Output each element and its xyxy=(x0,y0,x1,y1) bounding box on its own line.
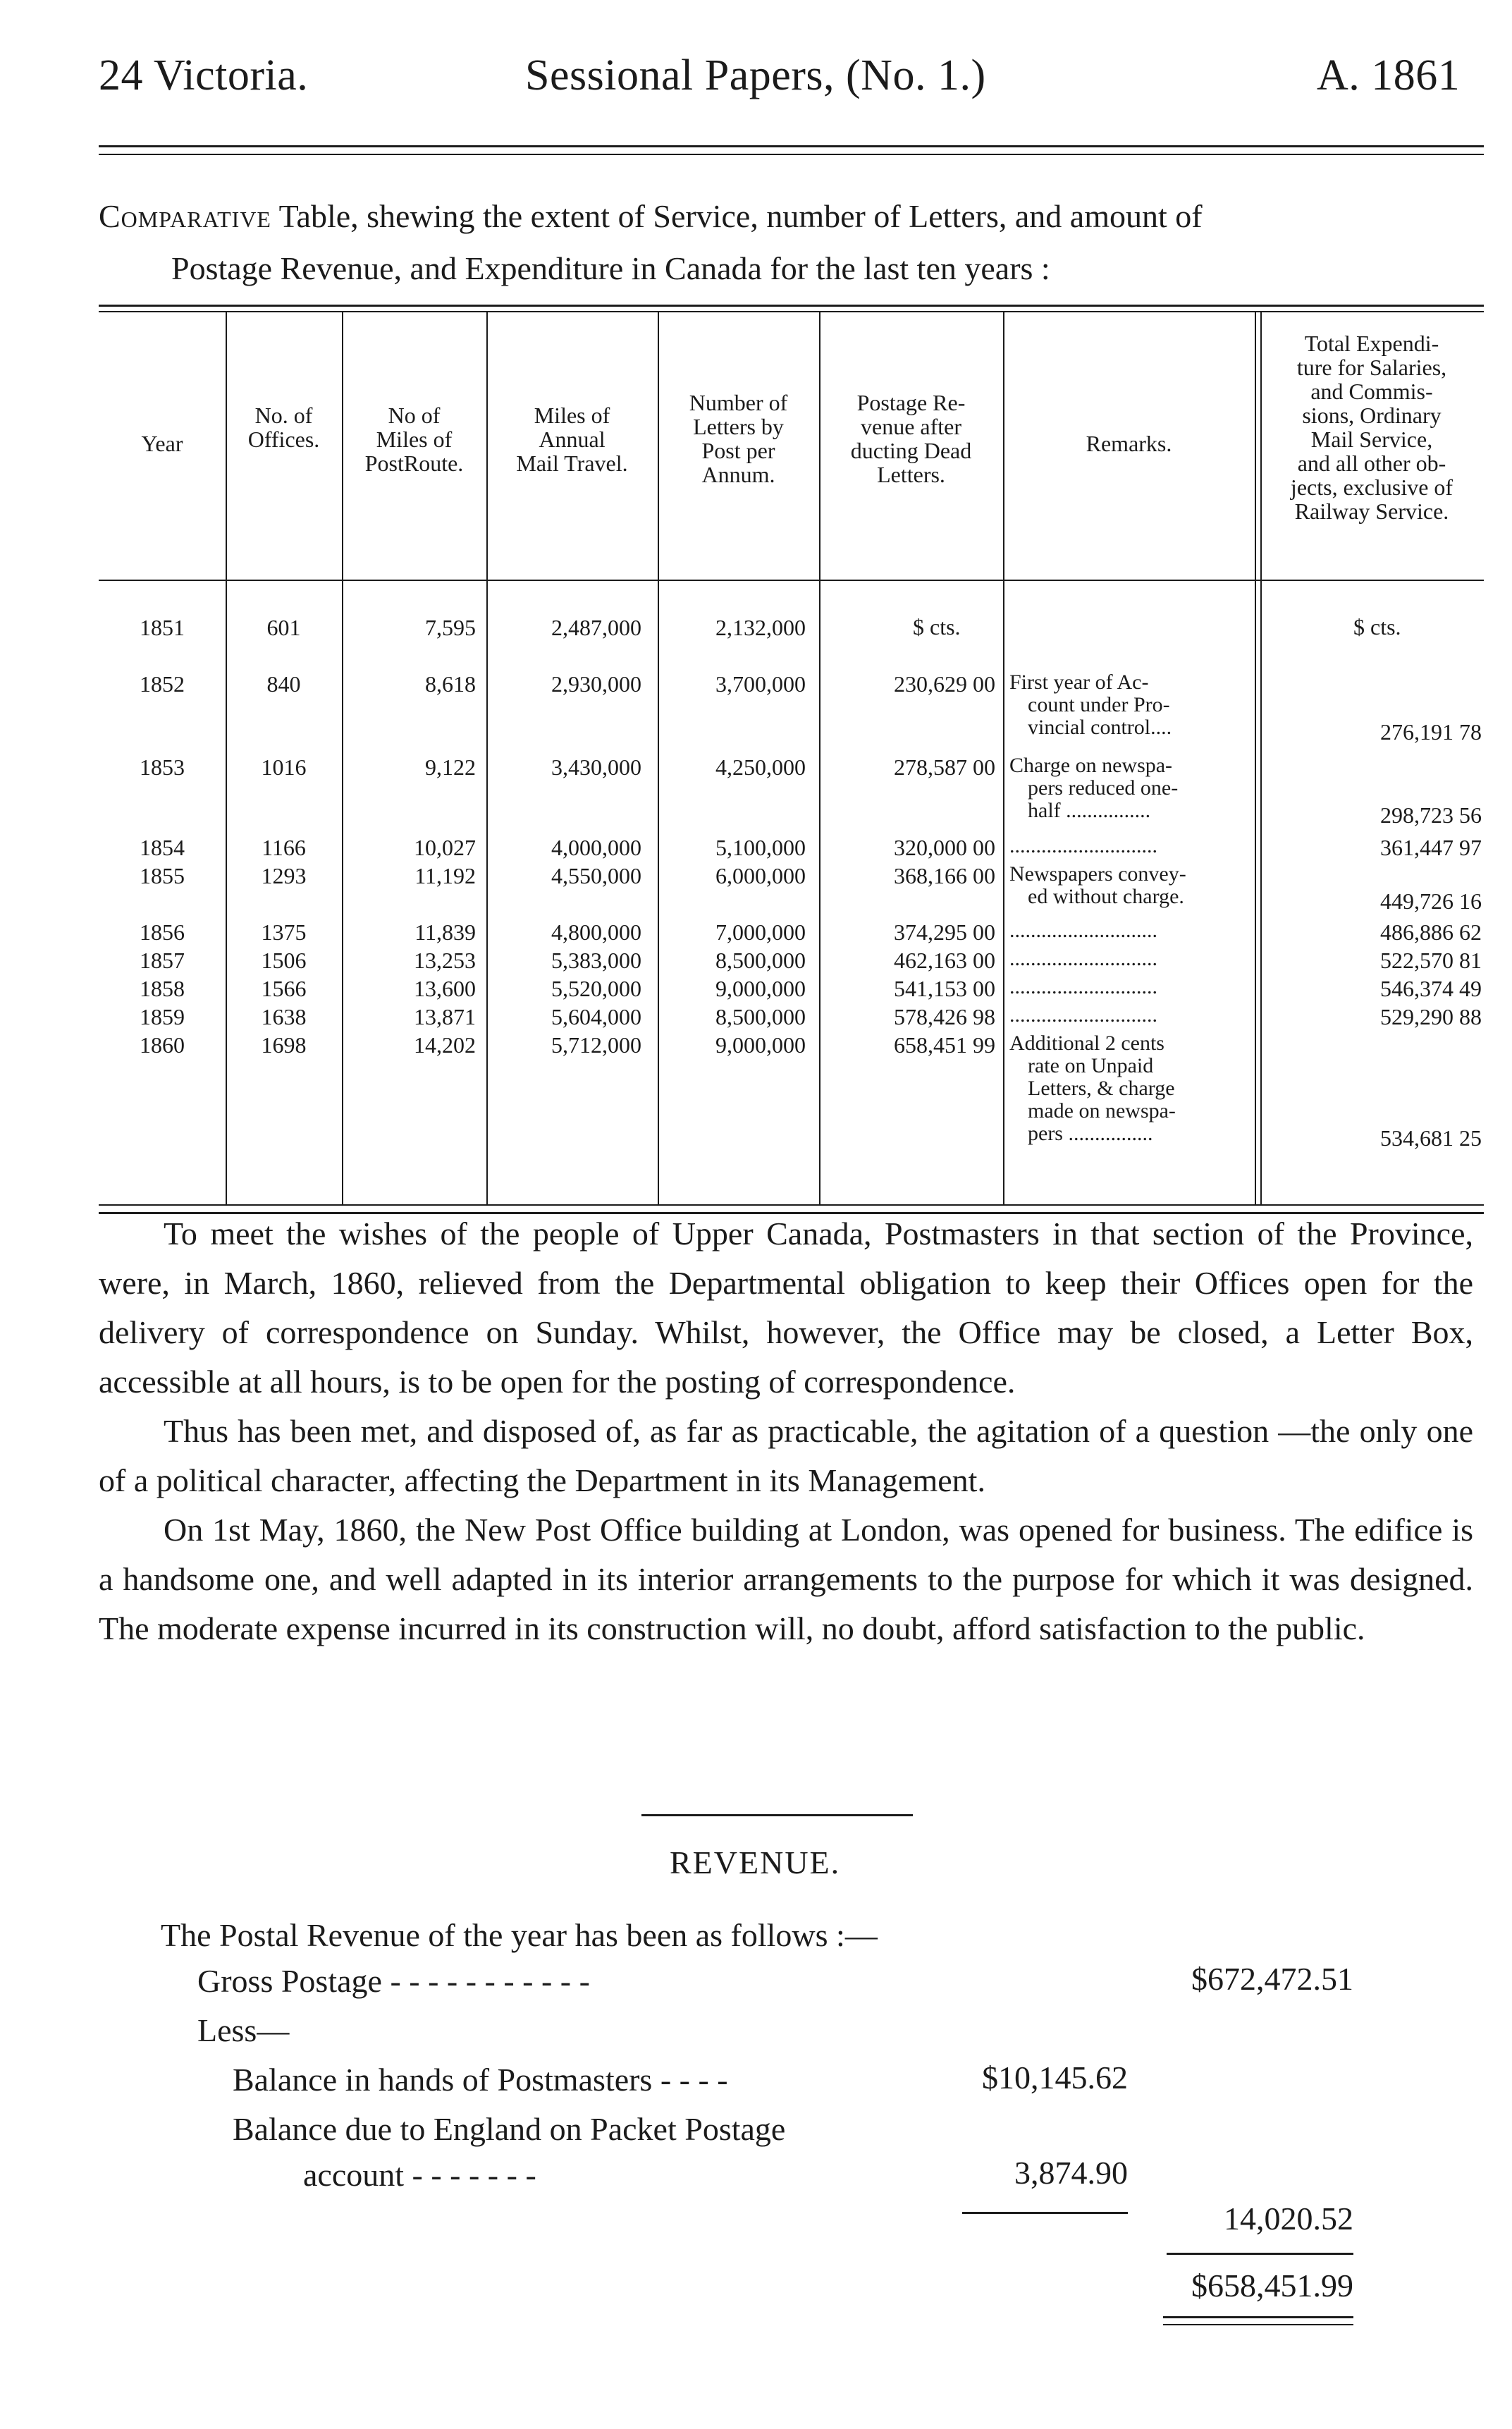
cell-miles-route: 13,871 xyxy=(414,1004,476,1029)
net-revenue-total: $658,451.99 xyxy=(1191,2268,1353,2303)
cell-miles-route: 10,027 xyxy=(414,835,476,860)
cell-letters: 2,132,000 xyxy=(715,615,806,640)
cell-miles-route: 11,192 xyxy=(414,863,476,888)
cell-expenditure: 449,726 16 xyxy=(1380,888,1482,914)
unit-revenue: $ cts. xyxy=(913,614,961,640)
gross-postage-amount: $672,472.51 xyxy=(1191,1961,1353,1997)
header-title: Sessional Papers, (No. 1.) xyxy=(525,51,986,99)
cell-remarks xyxy=(1009,976,1253,998)
col-header-year: Year xyxy=(141,431,183,456)
double-rule-bottom xyxy=(1163,2324,1353,2325)
caption-line-1: Table, shewing the extent of Service, number of Letters, and amount of xyxy=(278,198,1203,234)
col-header-letters: Number of Letters by Post per Annum. xyxy=(689,390,788,487)
col-header-remarks: Remarks. xyxy=(1086,431,1172,456)
remarks-line: ed without charge. xyxy=(1028,885,1184,908)
double-rule-top xyxy=(1163,2316,1353,2318)
cell-expenditure: 361,447 97 xyxy=(1380,835,1482,860)
cell-remarks xyxy=(1009,1032,1253,1145)
cell-offices: 601 xyxy=(266,615,301,640)
cell-year: 1858 xyxy=(140,976,185,1001)
cell-letters: 8,500,000 xyxy=(715,1004,806,1029)
paragraph-political-question: Thus has been met, and disposed of, as far as practicable, the agitation of a question —the only one of a political character, affecting the Department in its Management. xyxy=(99,1413,1473,1498)
revenue-intro: The Postal Revenue of the year has been as follows :— xyxy=(161,1917,878,1953)
cell-year: 1854 xyxy=(140,835,185,860)
cell-miles-travel: 5,383,000 xyxy=(551,948,641,973)
cell-remarks xyxy=(1009,835,1253,857)
cell-revenue: 230,629 00 xyxy=(894,671,995,697)
unit-expenditure: $ cts. xyxy=(1353,614,1401,640)
cell-letters: 6,000,000 xyxy=(715,863,806,888)
cell-remarks xyxy=(1009,671,1253,739)
remarks-line: pers ................ xyxy=(1028,1122,1153,1145)
cell-miles-route: 9,122 xyxy=(425,754,476,780)
header-rule-inner xyxy=(99,154,1484,155)
cell-revenue: 462,163 00 xyxy=(894,948,995,973)
cell-revenue: 658,451 99 xyxy=(894,1032,995,1058)
cell-expenditure: 534,681 25 xyxy=(1380,1125,1482,1151)
table-caption xyxy=(99,190,1484,295)
cell-revenue: 578,426 98 xyxy=(894,1004,995,1029)
balance-postmasters-label: Balance in hands of Postmasters - - - - xyxy=(233,2062,728,2098)
cell-expenditure: 529,290 88 xyxy=(1380,1004,1482,1029)
cell-year: 1857 xyxy=(140,948,185,973)
cell-miles-route: 8,618 xyxy=(425,671,476,697)
cell-expenditure: 546,374 49 xyxy=(1380,976,1482,1001)
remarks-line: count under Pro- xyxy=(1028,693,1170,716)
cell-year: 1859 xyxy=(140,1004,185,1029)
header-rule xyxy=(99,145,1484,147)
deductions-total: 14,020.52 xyxy=(1224,2201,1353,2237)
account-label: account - - - - - - - xyxy=(303,2157,536,2193)
cell-offices: 1506 xyxy=(261,948,307,973)
gross-postage-label: Gross Postage - - - - - - - - - - - xyxy=(197,1963,590,1999)
cell-expenditure: 276,191 78 xyxy=(1380,719,1482,745)
cell-remarks xyxy=(1009,948,1253,970)
remarks-line: Newspapers convey- xyxy=(1009,862,1186,886)
cell-offices: 840 xyxy=(266,671,301,697)
report-text xyxy=(99,1209,1473,1653)
section-rule xyxy=(641,1814,913,1816)
remarks-line: ............................ xyxy=(1009,975,1157,998)
paragraph-london-building: On 1st May, 1860, the New Post Office building at London, was opened for business. The edifice is a handsome one, and well adapted in its interior arrangements to the purpose for which it was designed. The moderate expense incurred in its construction will, no doubt, afford satisfaction to the public. xyxy=(99,1512,1473,1646)
balance-england-label: Balance due to England on Packet Postage xyxy=(233,2111,786,2147)
cell-year: 1856 xyxy=(140,919,185,945)
cell-miles-travel: 4,000,000 xyxy=(551,835,641,860)
col-header-offices: No. of Offices. xyxy=(247,403,320,452)
cell-offices: 1166 xyxy=(262,835,306,860)
col-header-revenue: Postage Re- venue after ducting Dead Letters. xyxy=(850,390,972,487)
cell-miles-travel: 3,430,000 xyxy=(551,754,641,780)
cell-letters: 3,700,000 xyxy=(715,671,806,697)
balance-england-amount: 3,874.90 xyxy=(1014,2155,1128,2191)
cell-offices: 1638 xyxy=(261,1004,307,1029)
cell-miles-route: 13,600 xyxy=(414,976,476,1001)
cell-revenue: 320,000 00 xyxy=(894,835,995,860)
caption-line-2: Postage Revenue, and Expenditure in Canada for the last ten years : xyxy=(171,250,1050,286)
cell-remarks xyxy=(1009,863,1253,908)
remarks-line: Letters, & charge xyxy=(1028,1077,1175,1100)
remarks-line: ............................ xyxy=(1009,919,1157,942)
less-label: Less— xyxy=(197,2012,290,2048)
cell-offices: 1293 xyxy=(261,863,307,888)
cell-remarks xyxy=(1009,1004,1253,1027)
cell-year: 1851 xyxy=(140,615,185,640)
table-bottom-rule xyxy=(99,1204,1484,1206)
remarks-line: ............................ xyxy=(1009,947,1157,970)
header-year: A. 1861 xyxy=(1317,51,1461,99)
cell-miles-travel: 4,550,000 xyxy=(551,863,641,888)
table-header-rule xyxy=(99,580,1484,581)
subtotal-rule xyxy=(962,2212,1128,2214)
paragraph-sunday-service: To meet the wishes of the people of Upper Canada, Postmasters in that section of the Province, were, in March, 1860, relieved from the Departmental obligation to keep their Offices open for the delivery of correspondence on Sunday. Whilst, however, the Office may be closed, a Letter Box, accessible at all hours, is to be open for the posting of correspondence. xyxy=(99,1216,1473,1400)
cell-offices: 1016 xyxy=(261,754,307,780)
comparative-table xyxy=(99,305,1484,1216)
cell-expenditure: 298,723 56 xyxy=(1380,802,1482,828)
cell-letters: 9,000,000 xyxy=(715,1032,806,1058)
cell-expenditure: 486,886 62 xyxy=(1380,919,1482,945)
cell-remarks xyxy=(1009,754,1253,822)
cell-revenue: 368,166 00 xyxy=(894,863,995,888)
remarks-line: vincial control.... xyxy=(1028,716,1172,739)
cell-year: 1860 xyxy=(140,1032,185,1058)
col-header-expenditure: Total Expendi- ture for Salaries, and Commis- sions, Ordinary Mail Service, and all other ob- jects, exclusive of Railway Service. xyxy=(1290,331,1453,524)
cell-year: 1855 xyxy=(140,863,185,888)
cell-miles-travel: 5,604,000 xyxy=(551,1004,641,1029)
cell-revenue: 374,295 00 xyxy=(894,919,995,945)
cell-miles-travel: 2,487,000 xyxy=(551,615,641,640)
column-divider xyxy=(1255,312,1256,1204)
cell-letters: 8,500,000 xyxy=(715,948,806,973)
remarks-line: Additional 2 cents xyxy=(1009,1032,1164,1055)
total-rule xyxy=(1167,2253,1353,2255)
cell-miles-travel: 4,800,000 xyxy=(551,919,641,945)
cell-offices: 1566 xyxy=(261,976,307,1001)
cell-revenue: 541,153 00 xyxy=(894,976,995,1001)
cell-miles-route: 13,253 xyxy=(414,948,476,973)
cell-miles-route: 11,839 xyxy=(414,919,476,945)
cell-offices: 1698 xyxy=(261,1032,307,1058)
cell-miles-travel: 5,712,000 xyxy=(551,1032,641,1058)
cell-letters: 7,000,000 xyxy=(715,919,806,945)
cell-letters: 9,000,000 xyxy=(715,976,806,1001)
remarks-line: Charge on newspa- xyxy=(1009,754,1173,777)
cell-year: 1852 xyxy=(140,671,185,697)
remarks-line: pers reduced one- xyxy=(1028,776,1179,800)
cell-letters: 4,250,000 xyxy=(715,754,806,780)
cell-miles-travel: 5,520,000 xyxy=(551,976,641,1001)
remarks-line: half ................ xyxy=(1028,799,1151,822)
cell-remarks xyxy=(1009,919,1253,942)
cell-year: 1853 xyxy=(140,754,185,780)
cell-miles-route: 14,202 xyxy=(414,1032,476,1058)
header-session: 24 Victoria. xyxy=(99,51,309,99)
balance-postmasters-amount: $10,145.62 xyxy=(982,2060,1128,2095)
remarks-line: made on newspa- xyxy=(1028,1099,1176,1122)
table-top-rule-inner xyxy=(99,311,1484,312)
cell-expenditure: 522,570 81 xyxy=(1380,948,1482,973)
cell-offices: 1375 xyxy=(261,919,307,945)
remarks-line: rate on Unpaid xyxy=(1028,1054,1154,1077)
revenue-heading: REVENUE. xyxy=(670,1844,841,1880)
remarks-line: ............................ xyxy=(1009,834,1157,857)
cell-miles-travel: 2,930,000 xyxy=(551,671,641,697)
cell-letters: 5,100,000 xyxy=(715,835,806,860)
table-top-rule xyxy=(99,305,1484,307)
cell-miles-route: 7,595 xyxy=(425,615,476,640)
caption-lead: Comparative xyxy=(99,198,271,234)
remarks-line: ............................ xyxy=(1009,1003,1157,1027)
remarks-line: First year of Ac- xyxy=(1009,671,1149,694)
col-header-miles-route: No of Miles of PostRoute. xyxy=(364,403,464,476)
cell-revenue: 278,587 00 xyxy=(894,754,995,780)
col-header-miles-travel: Miles of Annual Mail Travel. xyxy=(516,403,628,476)
